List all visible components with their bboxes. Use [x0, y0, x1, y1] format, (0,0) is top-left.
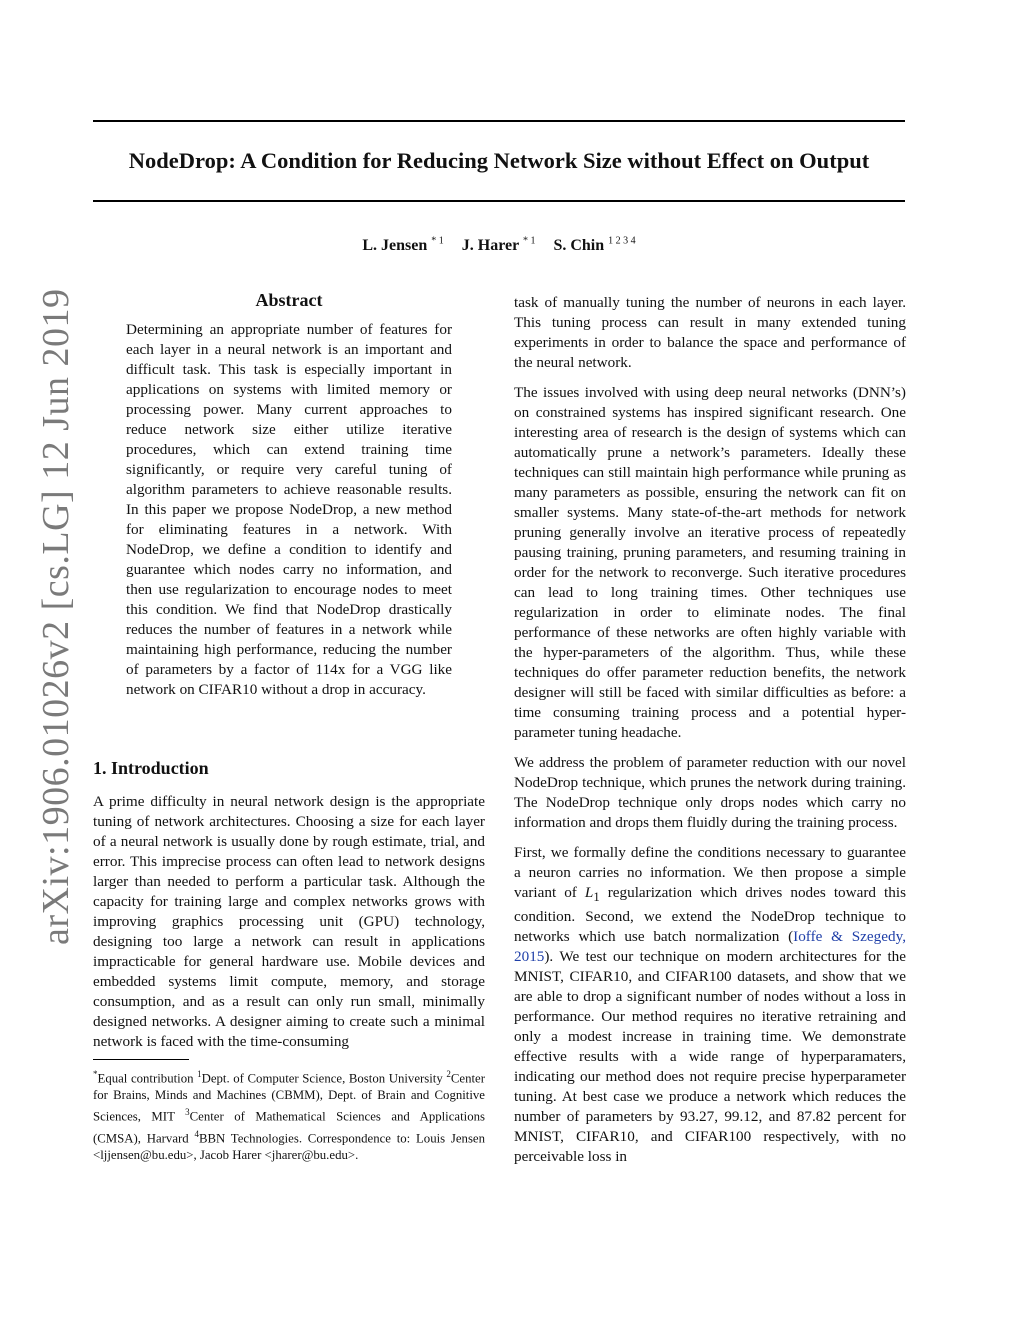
- author-list: [93, 236, 905, 255]
- math-symbol: L: [584, 884, 594, 901]
- paper-title: NodeDrop: A Condition for Reducing Network Size without Effect on Output: [128, 148, 870, 173]
- right-column: [514, 293, 906, 1177]
- footnote: *Equal contribution $^1$Dept. of Computer Science, Boston University $^2$Center for Brains, Minds and Machines (CBMM), Dept. of Brain and Cognitive Sciences, MIT $^3$Center of Mathematical Sciences and Applications (CMSA), Harvard $^4$BBN Technologies. Correspondence to: Louis Jensen <ljjensen@bu.edu>, Jacob Harer <jharer@bu.edu>.: [93, 1069, 486, 1162]
- footnote-rule: [93, 1059, 189, 1060]
- abstract-body: [126, 320, 452, 710]
- body-paragraph: The issues involved with using deep neural networks (DNN’s) on constrained systems has inspired significant research. One interesting area of research is the design of systems which can automatically prune a network’s parameters. Ideally these techniques can still maintain high performance while pruning as many parameters as possible, ensuring the network can fit on smaller systems. Many state-of-the-art methods for network pruning generally involve an iterative process of repeatedly pausing training, pruning parameters, and resuming training in order for the network to reconverge. Such iterative procedures can lead to long training times. Other techniques use regularization in order to eliminate nodes. The final performance of these networks are often highly variable with the hyper-parameters of the algorithm. Thus, while these techniques do offer parameter reduction benefits, the network designer will still be faced with similar difficulties as before: a time consuming training process and a potential hyper-parameter tuning headache.: [514, 384, 906, 741]
- citation-link[interactable]: Ioffe & Szegedy, 2015: [514, 928, 906, 966]
- author: L. Jensen $^{* 1}$: [362, 236, 444, 255]
- author: S. Chin $^{1 2 3 4}$: [553, 236, 636, 255]
- title-rule-top: [93, 120, 905, 122]
- title-rule-bottom: [93, 200, 905, 202]
- introduction-body: [93, 792, 485, 1062]
- body-paragraph: We address the problem of parameter reduction with our novel NodeDrop technique, which prunes the network during training. The NodeDrop technique only drops nodes which carry no information and drops them fluidly during the training process.: [514, 754, 906, 831]
- body-paragraph: task of manually tuning the number of neurons in each layer. This tuning process can result in many extended tuning experiments in order to balance the space and performance of the neural network.: [514, 294, 906, 371]
- abstract-paragraph: Determining an appropriate number of features for each layer in a neural network is an important and difficult task. This task is especially important in applications on systems with limited memory or processing power. Many current approaches to reduce network size either utilize iterative procedures, which can extend training time significantly, or require very careful tuning of algorithm parameters to achieve reasonable results. In this paper we propose NodeDrop, a new method for eliminating features in a network. With NodeDrop, we define a condition to identify and guarantee which nodes carry no information, and then use regularization to encourage nodes to meet this condition. We find that NodeDrop drastically reduces the number of features in a network while maintaining high performance, reducing the number of parameters by a factor of 114x for a VGG like network on CIFAR10 without a drop in accuracy.: [126, 321, 452, 698]
- introduction-paragraph: A prime difficulty in neural network design is the appropriate tuning of network architectures. Choosing a size for each layer of a neural network is usually done by rough estimate, trial, and error. This imprecise process can often lead to network designs larger than needed to perform a particular task. Although the capacity for training large and complex networks grows with improving graphics processing unit (GPU) technology, designing too large a network can result in applications impracticable for general hardware use. Mobile devices and embedded systems limit compute, memory, and storage consumption, and as a result can only run small, minimally designed networks. A designer aiming to create such a minimal network is faced with the time-consuming: [93, 793, 485, 1050]
- arxiv-identifier-stamp: arXiv:1906.01026v2 [cs.LG] 12 Jun 2019: [35, 288, 77, 945]
- section-heading-introduction: 1. Introduction: [93, 758, 209, 778]
- abstract-heading: Abstract: [255, 290, 323, 310]
- body-paragraph: First, we formally define the conditions necessary to guarantee a neuron carries no information. We then propose a simple variant of $L_1$ regularization which drives nodes toward this condition. Second, we extend the NodeDrop technique to networks which use batch normalization (Ioffe & Szegedy, 2015). We test our technique on modern architectures for the MNIST, CIFAR10, and CIFAR100 datasets, and show that we are able to drop a significant number of nodes without a loss in performance. Our method requires no iterative retraining and only a modest increase in training time. We demonstrate effective results with a wide range of hyperparamaters, indicating our method does not require precise hyperparameter tuning. At best case we produce a network which reduces the number of parameters by 93.27, 99.12, and 87.82 percent for MNIST, CIFAR10, and CIFAR100 respectively, with no perceivable loss in: [514, 844, 906, 1166]
- author: J. Harer $^{* 1}$: [461, 236, 536, 255]
